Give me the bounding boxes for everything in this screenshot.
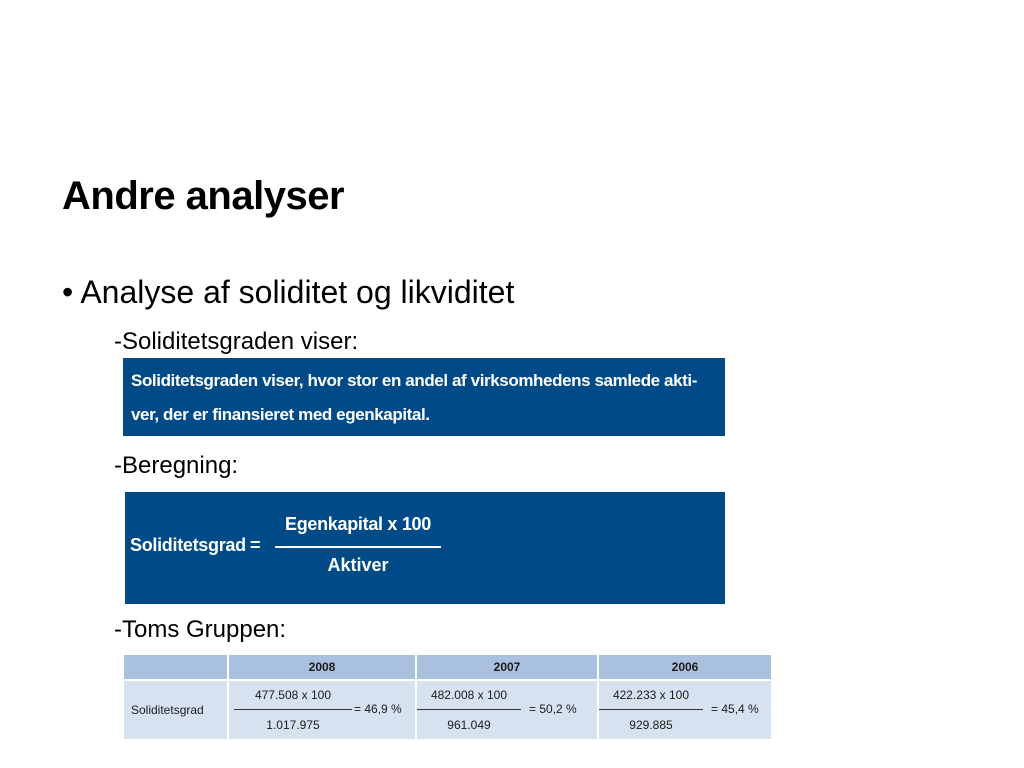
definition-box (123, 358, 725, 436)
table-row-label: Soliditetsgrad (124, 680, 228, 739)
definition-line-1: Soliditetsgraden viser, hvor stor en andel af virksomhedens samlede akti- (131, 371, 698, 390)
table-row (124, 680, 771, 739)
table-header-2008: 2008 (228, 655, 416, 680)
table-header-2007: 2007 (416, 655, 598, 680)
definition-line-2: ver, der er finansieret med egenkapital. (131, 405, 430, 424)
table-header-2006: 2006 (598, 655, 771, 680)
formula-denominator: Aktiver (327, 555, 389, 575)
cell-fraction-line (599, 709, 703, 710)
formula-box (125, 492, 725, 604)
formula-fraction-line (275, 546, 441, 548)
slide-title: Andre analyser (62, 174, 345, 218)
sub-heading-beregning: -Beregning: (114, 452, 239, 479)
sub-heading-soliditetsgraden: -Soliditetsgraden viser: (114, 328, 359, 355)
soliditet-table (124, 655, 771, 739)
cell-result: = 45,4 % (711, 702, 759, 716)
cell-result: = 50,2 % (529, 702, 577, 716)
cell-numerator: 477.508 x 100 (254, 688, 332, 702)
cell-denominator: 961.049 (447, 718, 491, 732)
formula-label: Soliditetsgrad (130, 535, 246, 555)
cell-denominator: 1.017.975 (266, 718, 320, 732)
table-header-row (124, 655, 771, 680)
cell-fraction-line (234, 709, 352, 710)
table-cell-2007 (416, 680, 598, 739)
table-cell-2006 (598, 680, 771, 739)
bullet-heading: • Analyse af soliditet og likviditet (62, 274, 515, 310)
cell-numerator: 482.008 x 100 (430, 688, 508, 702)
cell-numerator: 422.233 x 100 (612, 688, 690, 702)
table-header-corner (124, 655, 228, 680)
sub-heading-toms-gruppen: -Toms Gruppen: (114, 616, 287, 643)
table-cell-2008 (228, 680, 416, 739)
formula-numerator: Egenkapital x 100 (285, 514, 431, 534)
cell-fraction-line (417, 709, 521, 710)
formula-equals: = (250, 535, 261, 555)
cell-result: = 46,9 % (354, 702, 402, 716)
cell-denominator: 929.885 (629, 718, 673, 732)
